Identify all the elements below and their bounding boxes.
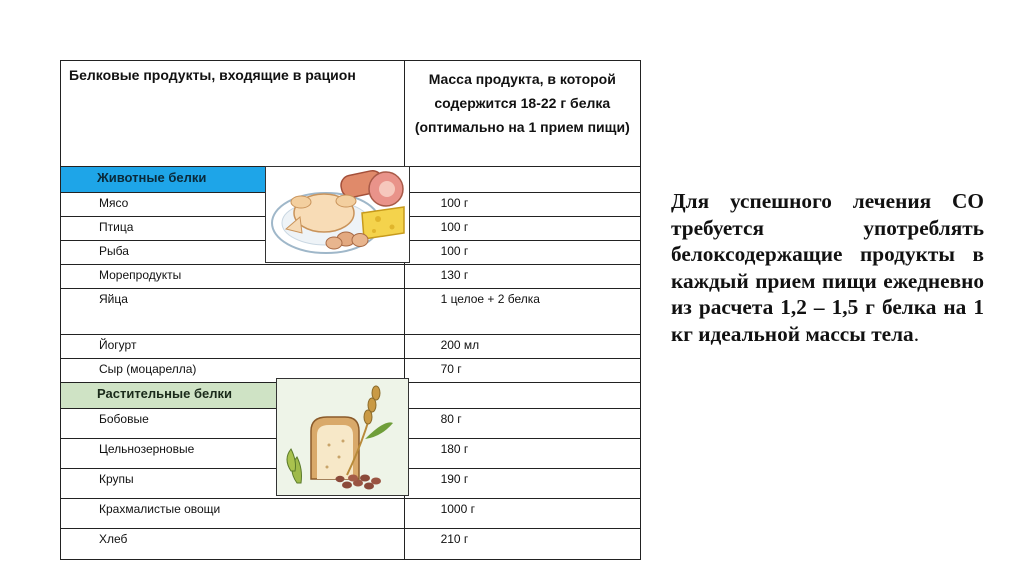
product-name: Йогурт bbox=[61, 335, 405, 359]
product-name: Крахмалистые овощи bbox=[61, 499, 405, 529]
header-products: Белковые продукты, входящие в рацион bbox=[61, 61, 405, 167]
product-name: Морепродукты bbox=[61, 265, 405, 289]
animal-protein-image bbox=[266, 167, 409, 262]
product-name: Яйца bbox=[61, 289, 405, 335]
table-row bbox=[61, 529, 641, 560]
table-row bbox=[61, 265, 641, 289]
product-name: Сыр (моцарелла) bbox=[61, 359, 405, 383]
product-name: Рыба bbox=[61, 241, 405, 265]
treatment-note-period: . bbox=[913, 321, 920, 346]
animal-protein-illustration bbox=[265, 166, 410, 263]
section-title-animal: Животные белки bbox=[61, 167, 405, 193]
product-mass: 80 г bbox=[404, 409, 640, 439]
product-mass: 130 г bbox=[404, 265, 640, 289]
header-mass: Масса продукта, в которой содержится 18-22 г белка (оптимально на 1 прием пищи) bbox=[404, 61, 640, 167]
product-name: Крупы bbox=[61, 469, 405, 499]
product-mass: 100 г bbox=[404, 193, 640, 217]
product-mass: 190 г bbox=[404, 469, 640, 499]
product-mass: 70 г bbox=[404, 359, 640, 383]
section-title-plant: Растительные белки bbox=[61, 383, 405, 409]
product-name: Птица bbox=[61, 217, 405, 241]
product-mass: 200 мл bbox=[404, 335, 640, 359]
table-header-row bbox=[61, 61, 641, 167]
product-name: Хлеб bbox=[61, 529, 405, 560]
table-row bbox=[61, 499, 641, 529]
product-name: Бобовые bbox=[61, 409, 405, 439]
plant-protein-illustration bbox=[276, 378, 409, 496]
product-name: Мясо bbox=[61, 193, 405, 217]
product-mass: 210 г bbox=[404, 529, 640, 560]
plant-protein-image bbox=[277, 379, 408, 495]
product-mass: 180 г bbox=[404, 439, 640, 469]
product-mass: 100 г bbox=[404, 217, 640, 241]
treatment-note-text: Для успешного лечения СО требуется употреблять белоксодержащие продукты в каждый прием пищи ежедневно из расчета 1,2 – 1,5 г белка на 1 кг идеальной массы тела bbox=[671, 189, 984, 346]
table-row bbox=[61, 289, 641, 335]
product-mass: 100 г bbox=[404, 241, 640, 265]
table-row bbox=[61, 335, 641, 359]
product-name: Цельнозерновые bbox=[61, 439, 405, 469]
product-mass: 1000 г bbox=[404, 499, 640, 529]
product-mass: 1 целое + 2 белка bbox=[404, 289, 640, 335]
treatment-note bbox=[671, 188, 984, 347]
